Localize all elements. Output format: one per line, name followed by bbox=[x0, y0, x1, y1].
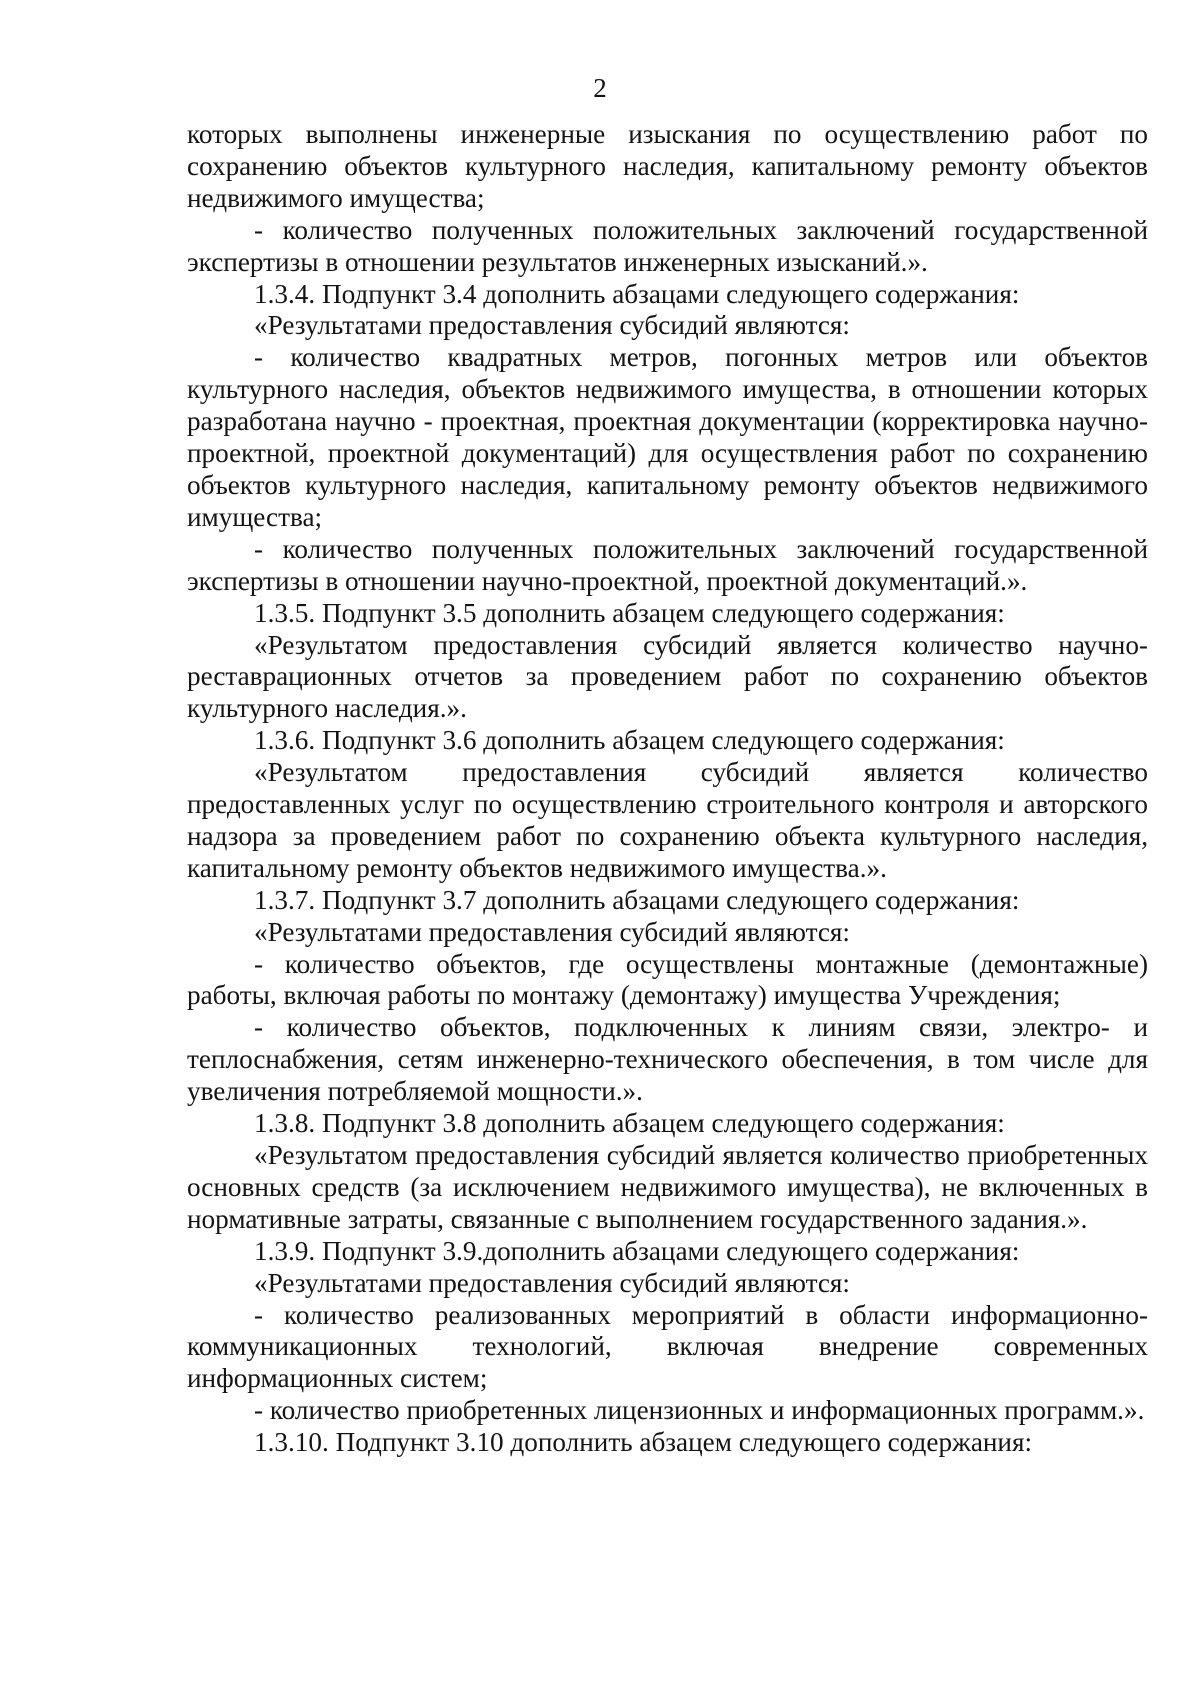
paragraph: 1.3.4. Подпункт 3.4 дополнить абзацами следующего содержания: bbox=[254, 278, 1020, 309]
paragraph: «Результатом предоставления субсидий является количество приобретенных основных средств (за исключением недвижимого имущества), не включенных в нормативные затраты, связанные с выполнением государственного задания.». bbox=[187, 1140, 1148, 1234]
paragraph: «Результатами предоставления субсидий являются: bbox=[254, 310, 850, 341]
paragraph: которых выполнены инженерные изыскания по осуществлению работ по сохранению объектов культурного наследия, капитальному ремонту объектов недвижимого имущества; bbox=[187, 119, 1148, 213]
paragraph: 1.3.7. Подпункт 3.7 дополнить абзацами следующего содержания: bbox=[254, 884, 1020, 915]
paragraph: - количество реализованных мероприятий в области информационно-коммуникационных технологий, включая внедрение современных информационных систем; bbox=[187, 1299, 1148, 1394]
paragraph: - количество приобретенных лицензионных и информационных программ.». bbox=[254, 1395, 1145, 1426]
paragraph: 1.3.9. Подпункт 3.9.дополнить абзацами следующего содержания: bbox=[254, 1235, 1020, 1266]
paragraph: 1.3.8. Подпункт 3.8 дополнить абзацем следующего содержания: bbox=[254, 1108, 1005, 1139]
paragraph: «Результатом предоставления субсидий является количество предоставленных услуг по осуществлению строительного контроля и авторского надзора за проведением работ по сохранению объекта культурного наследия, капитальному ремонту объектов недвижимого имущества.». bbox=[187, 757, 1148, 883]
paragraph: - количество полученных положительных заключений государственной экспертизы в отношении результатов инженерных изысканий.». bbox=[187, 214, 1148, 277]
page-number: 2 bbox=[593, 73, 607, 103]
paragraph: 1.3.5. Подпункт 3.5 дополнить абзацем следующего содержания: bbox=[254, 597, 1005, 628]
paragraph: - количество полученных положительных заключений государственной экспертизы в отношении научно-проектной, проектной документаций.». bbox=[187, 533, 1148, 596]
paragraph: - количество объектов, подключенных к линиям связи, электро- и теплоснабжения, сетям инженерно-технического обеспечения, в том числе для увеличения потребляемой мощности.». bbox=[187, 1012, 1148, 1107]
paragraph: 1.3.6. Подпункт 3.6 дополнить абзацем следующего содержания: bbox=[254, 725, 1005, 756]
paragraph: 1.3.10. Подпункт 3.10 дополнить абзацем следующего содержания: bbox=[254, 1427, 1033, 1458]
paragraph: - количество квадратных метров, погонных метров или объектов культурного наследия, объектов недвижимого имущества, в отношении которых разработана научно - проектная, проектная документации (корректировка научно-проектной, проектной документаций) для осуществления работ по сохранению объектов культурного наследия, капитальному ремонту объектов недвижимого имущества; bbox=[187, 342, 1148, 532]
paragraph: «Результатами предоставления субсидий являются: bbox=[254, 1267, 850, 1298]
paragraph: «Результатом предоставления субсидий является количество научно-реставрационных отчетов за проведением работ по сохранению объектов культурного наследия.». bbox=[187, 629, 1148, 724]
document-body bbox=[187, 119, 1148, 1459]
paragraph: «Результатами предоставления субсидий являются: bbox=[254, 916, 850, 947]
paragraph: - количество объектов, где осуществлены монтажные (демонтажные) работы, включая работы по монтажу (демонтажу) имущества Учреждения; bbox=[187, 948, 1148, 1011]
